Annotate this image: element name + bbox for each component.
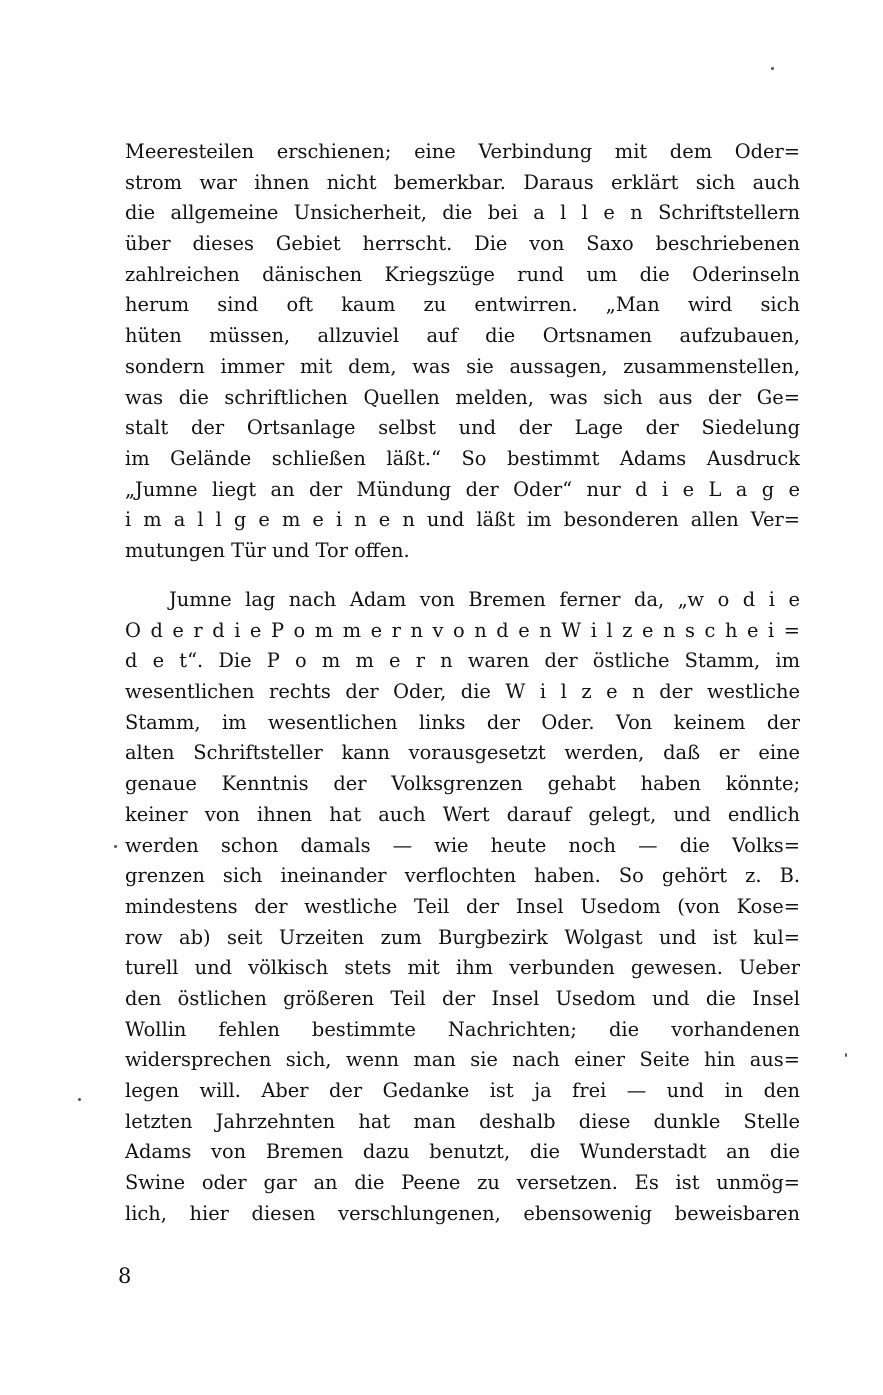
text-line: strom war ihnen nicht bemerkbar. Daraus erklärt sich auch (125, 170, 800, 194)
text-line: letzten Jahrzehnten hat man deshalb diese dunkle Stelle (125, 1109, 800, 1133)
text-line: widersprechen sich, wenn man sie nach einer Seite hin aus= (125, 1048, 800, 1072)
text-line: mindestens der westliche Teil der Insel Usedom (von Kose= (125, 894, 800, 918)
paper-speck (845, 1053, 847, 1057)
text-line: d e t“. Die P o m m e r n waren der östliche Stamm, im (125, 649, 800, 673)
text-line: Swine oder gar an die Peene zu versetzen. Es ist unmög= (125, 1171, 800, 1195)
paragraph-2 (125, 585, 800, 1229)
text-line: „Jumne liegt an der Mündung der Oder“ nur d i e L a g e (125, 477, 800, 501)
paper-speck (771, 67, 774, 70)
text-line: hüten müssen, allzuviel auf die Ortsnamen aufzubauen, (125, 324, 800, 348)
text-line: i m a l l g e m e i n e n und läßt im besonderen allen Ver= (125, 508, 800, 532)
text-line: keiner von ihnen hat auch Wert darauf gelegt, und endlich (125, 802, 800, 826)
text-line: alten Schriftsteller kann vorausgesetzt werden, daß er eine (125, 741, 800, 765)
text-line: was die schriftlichen Quellen melden, was sich aus der Ge= (125, 385, 800, 409)
text-line: herum sind oft kaum zu entwirren. „Man wird sich (125, 293, 800, 317)
text-line: stalt der Ortsanlage selbst und der Lage der Siedelung (125, 416, 800, 440)
text-line: O d e r d i e P o m m e r n v o n d e n W i l z e n s c h e i = (125, 618, 800, 642)
text-line: den östlichen größeren Teil der Insel Usedom und die Insel (125, 986, 800, 1010)
text-line: grenzen sich ineinander verflochten haben. So gehört z. B. (125, 864, 800, 888)
text-line: über dieses Gebiet herrscht. Die von Saxo beschriebenen (125, 232, 800, 256)
text-line: genaue Kenntnis der Volksgrenzen gehabt haben könnte; (125, 772, 800, 796)
text-line: zahlreichen dänischen Kriegszüge rund um die Oderinseln (125, 262, 800, 286)
text-line: Adams von Bremen dazu benutzt, die Wunderstadt an die (125, 1140, 800, 1164)
paragraph-1 (125, 137, 800, 567)
text-line: wesentlichen rechts der Oder, die W i l z e n der westliche (125, 680, 800, 704)
text-line: werden schon damals — wie heute noch — die Volks= (125, 833, 800, 857)
text-line: die allgemeine Unsicherheit, die bei a l l e n Schriftstellern (125, 201, 800, 225)
text-line: lich, hier diesen verschlungenen, ebensowenig beweisbaren (125, 1201, 800, 1225)
text-line: im Gelände schließen läßt.“ So bestimmt Adams Ausdruck (125, 446, 800, 470)
paper-speck (78, 1098, 81, 1101)
text-line: sondern immer mit dem, was sie aussagen, zusammenstellen, (125, 354, 800, 378)
text-line: turell und völkisch stets mit ihm verbunden gewesen. Ueber (125, 956, 800, 980)
text-line: Meeresteilen erschienen; eine Verbindung mit dem Oder= (125, 140, 800, 163)
page-number: 8 (118, 1264, 132, 1288)
text-line: Stamm, im wesentlichen links der Oder. Von keinem der (125, 710, 800, 734)
text-line: legen will. Aber der Gedanke ist ja frei — und in den (125, 1079, 800, 1102)
text-line: row ab) seit Urzeiten zum Burgbezirk Wolgast und ist kul= (125, 925, 800, 949)
text-line: mutungen Tür und Tor offen. (125, 538, 410, 562)
text-line: Wollin fehlen bestimmte Nachrichten; die vorhandenen (125, 1017, 800, 1041)
paper-speck (114, 845, 117, 848)
text-line: Jumne lag nach Adam von Bremen ferner da, „w o d i e (169, 588, 800, 611)
